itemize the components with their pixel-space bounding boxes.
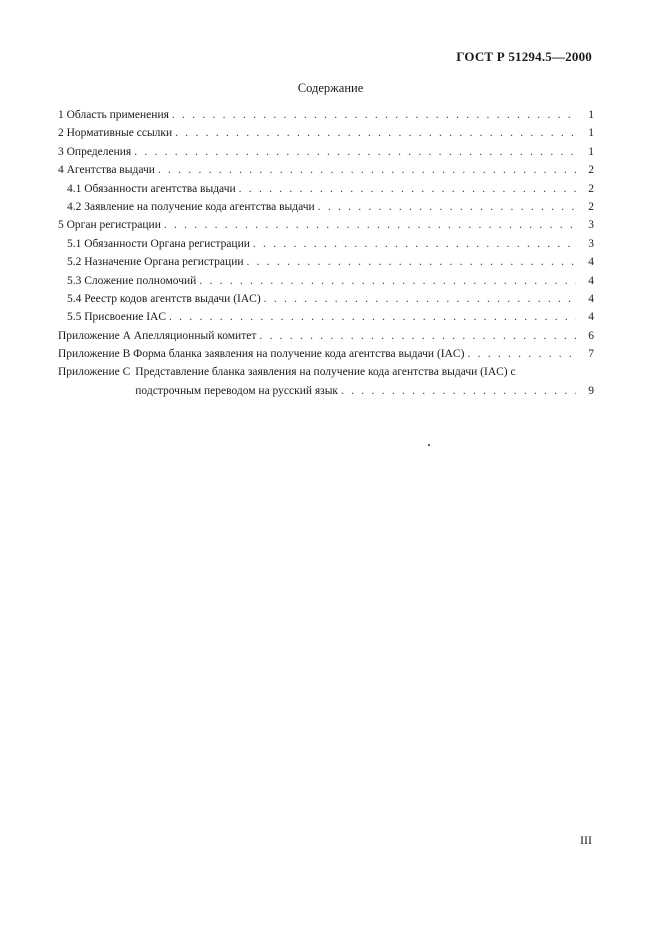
toc-entry-page: 3 xyxy=(588,219,594,232)
toc-entry[interactable] xyxy=(58,161,594,179)
toc-subentry[interactable] xyxy=(58,235,594,253)
dot-leader xyxy=(199,272,576,290)
toc-entry-page: 4 xyxy=(588,274,594,287)
toc-entry-label: 5.3 Сложение полномочий xyxy=(67,274,197,287)
toc-entry[interactable] xyxy=(58,216,594,234)
dot-leader xyxy=(175,124,576,142)
toc-entry[interactable] xyxy=(58,327,594,345)
toc-entry-label: 5.5 Присвоение IAC xyxy=(67,311,167,324)
dot-leader xyxy=(239,180,576,198)
dot-leader xyxy=(164,216,576,234)
scan-speck xyxy=(428,444,430,446)
toc-entry-label: 5.2 Назначение Органа регистрации xyxy=(67,256,244,269)
toc-entry-label: 2 Нормативные ссылки xyxy=(58,127,173,140)
toc-entry[interactable] xyxy=(58,363,594,400)
dot-leader xyxy=(341,382,576,400)
toc-title: Содержание xyxy=(297,81,364,95)
toc-entry-label: 5 Орган регистрации xyxy=(58,219,161,232)
toc-entry-page: 4 xyxy=(588,256,594,269)
toc-entry-label: Приложение В Форма бланка заявления на получение кода агентства выдачи (IAC) xyxy=(58,348,465,361)
document-code: ГОСТ Р 51294.5—2000 xyxy=(456,49,592,64)
toc-subentry[interactable] xyxy=(58,180,594,198)
toc-subentry[interactable] xyxy=(58,272,594,290)
dot-leader xyxy=(172,106,576,124)
toc-entry-page: 9 xyxy=(588,384,594,397)
toc-entry-label: 4.2 Заявление на получение кода агентства выдачи xyxy=(67,200,315,213)
dot-leader xyxy=(169,308,576,326)
page-number: III xyxy=(580,833,592,847)
toc-entry-page: 1 xyxy=(588,127,594,140)
dot-leader xyxy=(467,345,576,363)
toc-subentry[interactable] xyxy=(58,198,594,216)
toc-entry-page: 2 xyxy=(588,182,594,195)
toc-subentry[interactable] xyxy=(58,308,594,326)
toc-entry[interactable] xyxy=(58,143,594,161)
toc-entry[interactable] xyxy=(58,345,594,363)
dot-leader xyxy=(134,143,576,161)
toc-entry-page: 2 xyxy=(588,164,594,177)
toc-entry-page: 6 xyxy=(588,329,594,342)
toc-entry-page: 7 xyxy=(588,348,594,361)
dot-leader xyxy=(158,161,576,179)
dot-leader xyxy=(253,235,576,253)
toc-entry-label: Приложение А Апелляционный комитет xyxy=(58,329,257,342)
toc-entry-page: 4 xyxy=(588,311,594,324)
toc-entry-page: 4 xyxy=(588,292,594,305)
toc-entry-label: 5.1 Обязанности Органа регистрации xyxy=(67,237,250,250)
toc-subentry[interactable] xyxy=(58,253,594,271)
toc-entry-prefix: Приложение С xyxy=(58,366,131,379)
toc-entry-label: 4.1 Обязанности агентства выдачи xyxy=(67,182,236,195)
toc-entry-label-continued: подстрочным переводом на русский язык xyxy=(135,384,339,397)
dot-leader xyxy=(247,253,577,271)
toc-entry-label: 5.4 Реестр кодов агентств выдачи (IAC) xyxy=(67,292,261,305)
toc-entry[interactable] xyxy=(58,124,594,142)
toc-entry-page: 2 xyxy=(588,200,594,213)
toc-entry[interactable] xyxy=(58,106,594,124)
toc-entry-page: 1 xyxy=(588,109,594,121)
toc-entry-label: Представление бланка заявления на получение кода агентства выдачи (IAC) с xyxy=(135,366,516,379)
dot-leader xyxy=(264,290,576,308)
dot-leader xyxy=(259,327,576,345)
dot-leader xyxy=(318,198,576,216)
toc-entry-page: 3 xyxy=(588,237,594,250)
table-of-contents xyxy=(58,106,594,400)
toc-entry-label: 4 Агентства выдачи xyxy=(58,164,155,177)
toc-entry-label: 3 Определения xyxy=(58,145,132,158)
toc-entry-label: 1 Область применения xyxy=(58,109,169,121)
toc-subentry[interactable] xyxy=(58,290,594,308)
toc-entry-page: 1 xyxy=(588,145,594,158)
